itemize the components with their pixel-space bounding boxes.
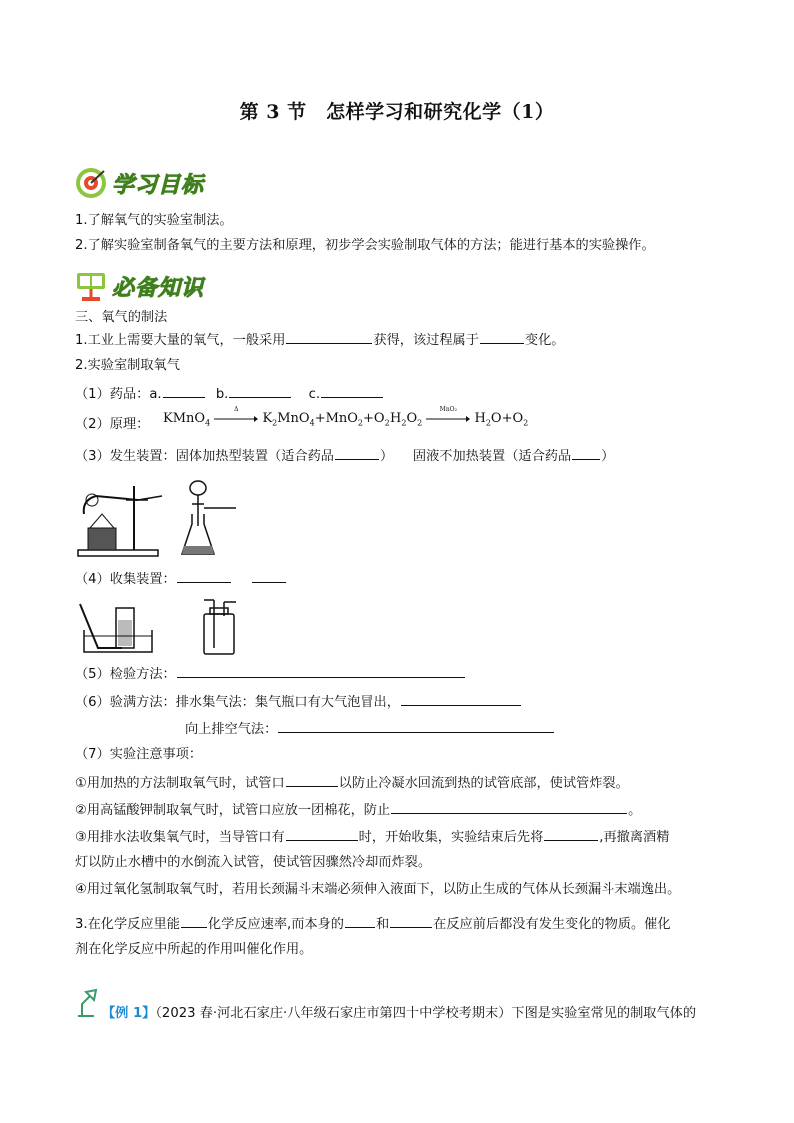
note1-text-a: ①用加热的方法制取氧气时，试管口	[75, 776, 285, 791]
eq1-arrow	[214, 405, 258, 425]
drugs-label: （1）药品：a.	[75, 387, 162, 402]
goals-heading: 学习目标	[112, 172, 205, 198]
q1-blank-2[interactable]	[480, 330, 524, 344]
test-label: （5）检验方法：	[75, 667, 176, 682]
full-blank-2[interactable]	[278, 719, 554, 733]
collect-blank-2[interactable]	[252, 569, 286, 583]
question-3	[75, 914, 671, 934]
notes-label: （7）实验注意事项：	[75, 747, 203, 762]
eq2-products: O+O	[490, 411, 524, 426]
note1-text-b: 以防止冷凝水回流到热的试管底部，使试管炸裂。	[338, 776, 629, 791]
page-title: 第 3 节 怎样学习和研究化学（1）	[239, 101, 555, 123]
target-icon	[74, 166, 108, 200]
note2-blank[interactable]	[391, 800, 627, 814]
q3-blank-1[interactable]	[181, 914, 207, 928]
note3-blank-1[interactable]	[286, 827, 358, 841]
desk-lamp-icon	[74, 988, 100, 1018]
q3-text-b: 化学反应速率,而本身的	[207, 917, 344, 932]
eq1-reactant: KMnO	[163, 411, 206, 426]
part-title: 三、氧气的制法	[75, 310, 168, 325]
note-4: ④用过氧化氢制取氧气时，若用长颈漏斗末端必须伸入液面下，以防止生成的气体从长颈漏斗末端逸出。	[75, 882, 681, 897]
note-2	[75, 800, 641, 820]
upward-air-collection-apparatus-image	[200, 598, 240, 656]
gen-blank-2[interactable]	[572, 446, 600, 460]
note2-text-b: 。	[628, 803, 642, 818]
question-2: 2.实验室制取氧气	[75, 358, 180, 373]
drug-a-blank[interactable]	[163, 384, 205, 398]
collect-label: （4）收集装置：	[75, 572, 176, 587]
gen-text-b: ） 固液不加热装置（适合药品	[379, 449, 572, 464]
drugs-c-label: c.	[308, 387, 321, 402]
full-test-line-1	[75, 692, 522, 712]
test-line	[75, 664, 466, 684]
full-text-b: 向上排空气法：	[185, 722, 278, 737]
collect-blank-1[interactable]	[177, 569, 231, 583]
note-3	[75, 827, 669, 847]
note2-text-a: ②用高锰酸钾制取氧气时，试管口应放一团棉花，防止	[75, 803, 391, 818]
equation-1: KMnO$_4$ Δ $K_2MnO_4+MnO_2+O_2$	[163, 405, 390, 428]
eq1-k: K	[262, 411, 273, 426]
note-1	[75, 773, 629, 793]
full-text-a: （6）验满方法：排水集气法：集气瓶口有大气泡冒出，	[75, 695, 400, 710]
example-1	[102, 1005, 696, 1023]
eq2-h: H	[390, 411, 402, 426]
note3-text-a: ③用排水法收集氧气时，当导管口有	[75, 830, 285, 845]
q3-blank-3[interactable]	[390, 914, 432, 928]
note3-text-b: 时，开始收集，实验结束后先将	[358, 830, 544, 845]
generator-line	[75, 446, 614, 466]
q1-text-a: 1.工业上需要大量的氧气，一般采用	[75, 333, 286, 348]
q3-text-a: 3.在化学反应里能	[75, 917, 180, 932]
eq1-mno2: +MnO	[314, 411, 358, 426]
note-3-cont: 灯以防止水槽中的水倒流入试管，使试管因骤然冷却而炸裂。	[75, 855, 432, 870]
principle-line	[75, 416, 149, 434]
note1-blank[interactable]	[286, 773, 338, 787]
principle-label: （2）原理：	[75, 417, 150, 432]
goal-1: 1.了解氧气的实验室制法。	[75, 213, 233, 228]
collect-line	[75, 569, 287, 589]
knowledge-heading: 必备知识	[112, 275, 205, 301]
example-tag: 【例 1】	[102, 1006, 156, 1021]
drug-c-blank[interactable]	[321, 384, 383, 398]
gen-text-c: ）	[601, 449, 615, 464]
eq2-h2: H	[474, 411, 486, 426]
eq2-o: O	[406, 411, 418, 426]
example-text: （2023 春·河北石家庄·八年级石家庄市第四十中学校考期末）下图是实验室常见的制取气体的	[155, 1006, 697, 1021]
eq1-mno4: MnO	[277, 411, 310, 426]
full-test-line-2	[185, 719, 555, 739]
q3-text-c: 和	[375, 917, 390, 932]
question-1	[75, 330, 564, 350]
note3-blank-2[interactable]	[544, 827, 598, 841]
eq2-condition: MnO₂	[439, 405, 458, 413]
full-blank-1[interactable]	[401, 692, 521, 706]
question-3-cont: 剂在化学反应中所起的作用叫催化作用。	[75, 942, 313, 957]
q1-text-c: 变化。	[524, 333, 565, 348]
eq2-arrow	[426, 405, 470, 425]
q1-blank-1[interactable]	[286, 330, 372, 344]
q3-text-d: 在反应前后都没有发生变化的物质。催化	[433, 917, 671, 932]
drugs-line	[75, 384, 384, 404]
goals-section-heading	[74, 166, 204, 200]
gen-blank-1[interactable]	[335, 446, 379, 460]
goal-2: 2.了解实验室制备氧气的主要方法和原理，初步学会实验制取气体的方法；能进行基本的实验操作。	[75, 238, 655, 253]
q1-text-b: 获得，该过程属于	[373, 333, 479, 348]
knowledge-section-heading	[74, 269, 204, 303]
book-plant-icon	[74, 269, 108, 303]
gen-text-a: （3）发生装置：固体加热型装置（适合药品	[75, 449, 334, 464]
q3-blank-2[interactable]	[345, 914, 375, 928]
eq1-o2: +O	[363, 411, 385, 426]
drugs-b-label: b.	[215, 387, 229, 402]
solid-heating-apparatus-image	[76, 478, 166, 558]
note3-text-c: ,再撤离酒精	[599, 830, 670, 845]
equation-2: $H_2O_2$ MnO₂ $H_2O+O_2$	[390, 405, 529, 428]
water-displacement-apparatus-image	[78, 600, 158, 656]
eq1-condition: Δ	[234, 405, 239, 413]
test-blank[interactable]	[177, 664, 465, 678]
solid-liquid-apparatus-image	[178, 478, 240, 560]
drug-b-blank[interactable]	[229, 384, 291, 398]
